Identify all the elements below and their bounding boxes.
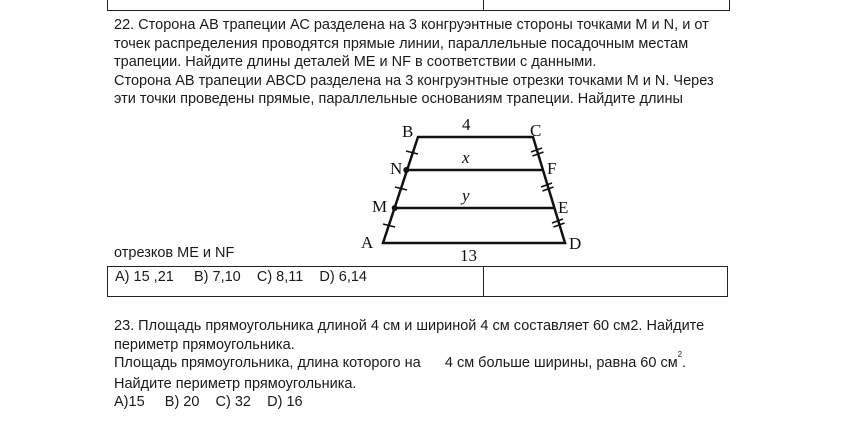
question-23-line: 23. Площадь прямоугольника длиной 4 см и шириной 4 см составляет 60 см2. Найдите bbox=[114, 318, 705, 334]
period: . bbox=[682, 355, 687, 371]
superscript: 2 bbox=[677, 350, 683, 359]
question-22-line: трапеции. Найдите длины деталей ME и NF в соответствии с данными. bbox=[114, 54, 597, 70]
question-23-line-text: Площадь прямоугольника, длина которого на 4 см больше ширины, равна 60 см bbox=[114, 355, 678, 371]
question-22-line: Сторона АВ трапеции ABCD разделена на 3 конгруэнтные отрезки точками M и N. Через bbox=[114, 72, 714, 89]
label-a: A bbox=[361, 233, 374, 252]
question-23-text bbox=[114, 317, 814, 412]
table-divider bbox=[483, 0, 484, 10]
question-22-text bbox=[114, 16, 814, 109]
label-n: N bbox=[390, 159, 403, 178]
trapezoid-figure bbox=[340, 110, 620, 270]
label-d: D bbox=[569, 234, 582, 253]
question-23-line: периметр прямоугольника. bbox=[114, 336, 295, 353]
label-c: C bbox=[530, 121, 542, 140]
question-23-line: Найдите периметр прямоугольника. bbox=[114, 375, 357, 392]
table-divider bbox=[483, 267, 484, 296]
question-22-tail: отрезков ME и NF bbox=[114, 245, 235, 261]
label-b: B bbox=[402, 122, 414, 141]
label-x: x bbox=[462, 148, 470, 167]
label-f: F bbox=[547, 159, 557, 178]
question-22-line: точек распределения проводятся прямые линии, параллельные посадочным местам bbox=[114, 35, 689, 52]
question-23-answers: A)15 B) 20 C) 32 D) 16 bbox=[114, 394, 303, 410]
label-y: y bbox=[462, 186, 470, 205]
trapezoid-outline bbox=[383, 137, 565, 243]
question-23-line bbox=[114, 350, 814, 375]
label-m: M bbox=[372, 197, 388, 216]
previous-answer-table bbox=[107, 0, 730, 11]
point-n bbox=[403, 167, 409, 173]
question-22-line: эти точки проведены прямые, параллельные основаниям трапеции. Найдите длины bbox=[114, 91, 683, 107]
question-22-line: 22. Сторона АВ трапеции АС разделена на 3 конгруэнтные стороны точками M и N, и от bbox=[114, 17, 709, 33]
point-m bbox=[392, 205, 398, 211]
question-22-answers: A) 15 ,21 B) 7,10 C) 8,11 D) 6,14 bbox=[115, 269, 367, 285]
bottom-base-length: 13 bbox=[460, 246, 477, 265]
answer-table-row bbox=[107, 266, 728, 297]
top-base-length: 4 bbox=[462, 115, 471, 134]
label-e: E bbox=[558, 198, 569, 217]
